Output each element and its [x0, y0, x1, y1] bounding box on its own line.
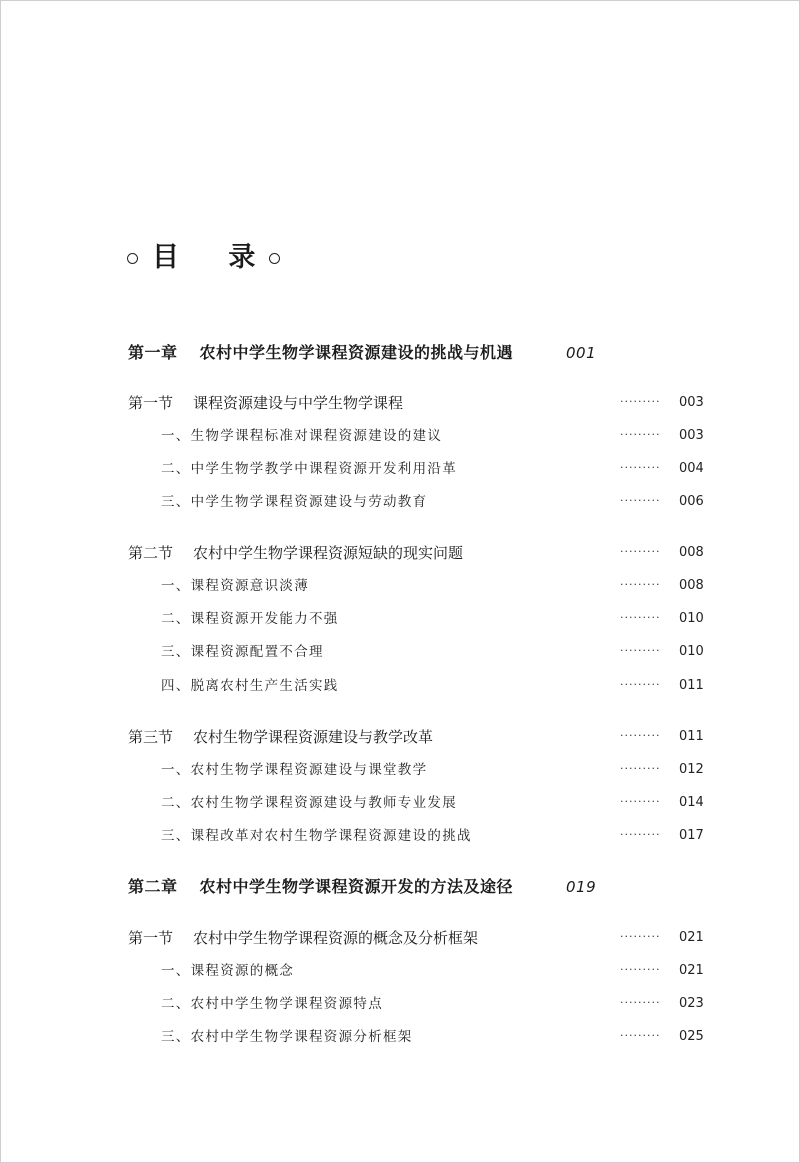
chapter-title: 农村中学生物学课程资源建设的挑战与机遇	[199, 343, 514, 362]
leader-dots: ·········	[620, 828, 661, 841]
item-title: 二、农村中学生物学课程资源特点	[161, 996, 383, 1012]
page-number: 021	[679, 963, 704, 978]
toc-section-row	[0, 391, 800, 415]
toc-section-row	[0, 926, 800, 950]
page-number: 010	[679, 611, 704, 626]
page-number: 025	[679, 1029, 704, 1044]
page-number: 014	[679, 795, 704, 810]
toc-entry-label	[128, 391, 403, 415]
chapter-page-number: 019	[566, 878, 597, 896]
toc-section-row	[0, 541, 800, 565]
item-title: 二、农村生物学课程资源建设与教师专业发展	[161, 795, 457, 811]
leader-dots: ·········	[620, 611, 661, 624]
leader-dots: ·········	[620, 678, 661, 691]
item-title: 一、生物学课程标准对课程资源建设的建议	[161, 428, 443, 444]
section-title: 农村生物学课程资源建设与教学改革	[193, 728, 434, 746]
leader-dots: ·········	[620, 996, 661, 1009]
leader-dots: ·········	[620, 1029, 661, 1042]
page-number: 017	[679, 828, 704, 843]
chapter-title: 农村中学生物学课程资源开发的方法及途径	[199, 877, 514, 896]
item-title: 一、农村生物学课程资源建设与课堂教学	[161, 762, 428, 778]
toc-item-row	[0, 791, 800, 815]
section-number: 第一节	[128, 929, 174, 947]
toc-item-row	[0, 574, 800, 598]
circle-right-icon	[269, 253, 280, 264]
toc-item-row	[0, 992, 800, 1016]
toc-item-row	[0, 457, 800, 481]
page-number: 011	[679, 678, 704, 693]
item-title: 三、课程改革对农村生物学课程资源建设的挑战	[161, 828, 472, 844]
toc-item-row	[0, 607, 800, 631]
leader-dots: ·········	[620, 494, 661, 507]
section-title: 农村中学生物学课程资源短缺的现实问题	[193, 544, 464, 562]
page-number: 008	[679, 545, 704, 560]
section-number: 第三节	[128, 728, 174, 746]
toc-entry-label	[128, 541, 463, 565]
leader-dots: ·········	[620, 762, 661, 775]
toc-entry-label	[128, 926, 478, 950]
toc-item-row	[0, 424, 800, 448]
leader-dots: ·········	[620, 578, 661, 591]
toc-entry-label	[128, 875, 513, 899]
leader-dots: ·········	[620, 395, 661, 408]
chapter-number: 第一章	[128, 343, 178, 362]
toc-item-row	[0, 674, 800, 698]
leader-dots: ·········	[620, 795, 661, 808]
section-number: 第二节	[128, 544, 174, 562]
leader-dots: ·········	[620, 930, 661, 943]
item-title: 二、中学生物学教学中课程资源开发利用沿革	[161, 461, 457, 477]
item-title: 三、中学生物学课程资源建设与劳动教育	[161, 494, 428, 510]
leader-dots: ·········	[620, 729, 661, 742]
leader-dots: ·········	[620, 963, 661, 976]
item-title: 三、农村中学生物学课程资源分析框架	[161, 1029, 413, 1045]
toc-item-row	[0, 758, 800, 782]
item-title: 一、课程资源的概念	[161, 963, 295, 979]
toc-title: 目 录	[152, 242, 276, 273]
item-title: 三、课程资源配置不合理	[161, 644, 324, 660]
page-number: 021	[679, 930, 704, 945]
toc-item-row	[0, 1025, 800, 1049]
leader-dots: ·········	[620, 428, 661, 441]
page-number: 004	[679, 461, 704, 476]
chapter-number: 第二章	[128, 877, 178, 896]
toc-section-row	[0, 725, 800, 749]
leader-dots: ·········	[620, 644, 661, 657]
chapter-page-number: 001	[566, 344, 597, 362]
toc-chapter-row	[0, 341, 800, 365]
toc-heading	[127, 240, 280, 276]
page-number: 010	[679, 644, 704, 659]
toc-item-row	[0, 959, 800, 983]
item-title: 二、课程资源开发能力不强	[161, 611, 339, 627]
section-title: 课程资源建设与中学生物学课程	[193, 394, 404, 412]
page-number: 006	[679, 494, 704, 509]
item-title: 一、课程资源意识淡薄	[161, 578, 309, 594]
toc-entry-label	[128, 341, 513, 365]
page-number: 011	[679, 729, 704, 744]
page-number: 012	[679, 762, 704, 777]
circle-left-icon	[127, 253, 138, 264]
leader-dots: ·········	[620, 545, 661, 558]
section-title: 农村中学生物学课程资源的概念及分析框架	[193, 929, 479, 947]
page-number: 003	[679, 395, 704, 410]
page-number: 003	[679, 428, 704, 443]
section-number: 第一节	[128, 394, 174, 412]
toc-item-row	[0, 490, 800, 514]
toc-item-row	[0, 640, 800, 664]
item-title: 四、脱离农村生产生活实践	[161, 678, 339, 694]
toc-chapter-row	[0, 875, 800, 899]
page-number: 008	[679, 578, 704, 593]
leader-dots: ·········	[620, 461, 661, 474]
toc-entry-label	[128, 725, 433, 749]
page-number: 023	[679, 996, 704, 1011]
toc-item-row	[0, 824, 800, 848]
